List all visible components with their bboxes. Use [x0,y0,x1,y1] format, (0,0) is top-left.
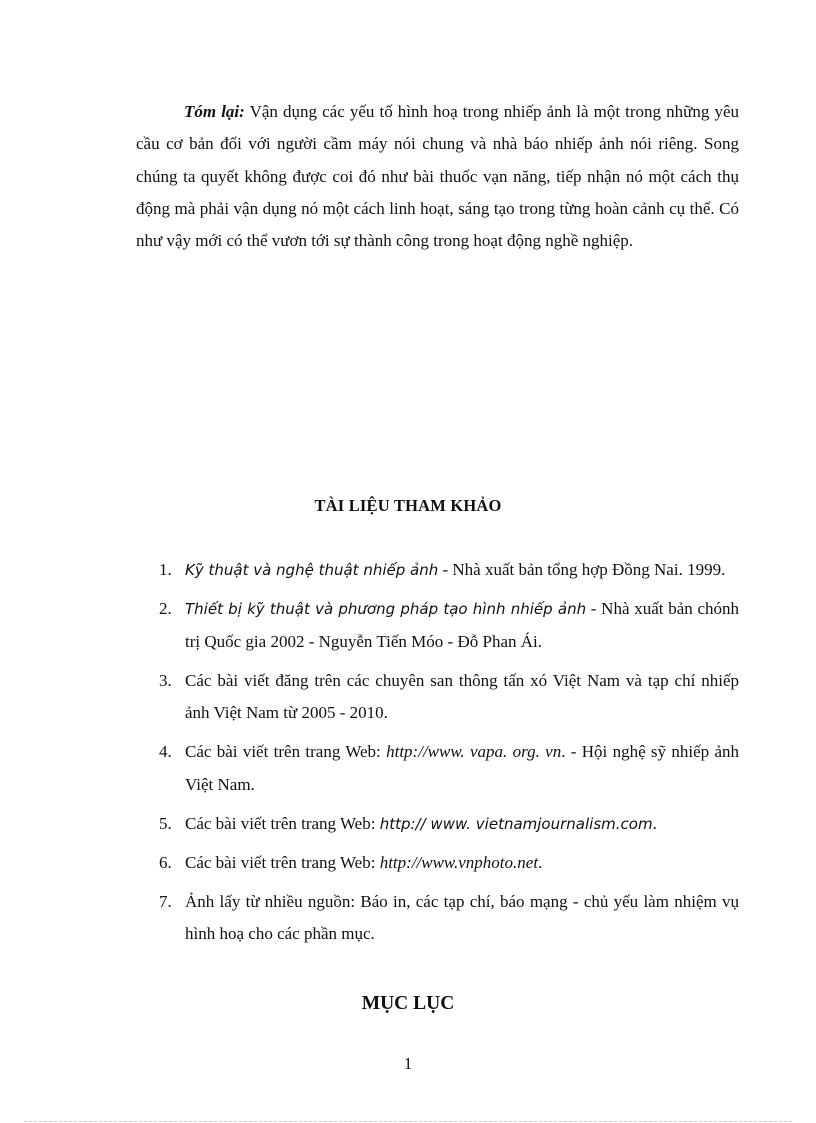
reference-text: Ảnh lấy từ nhiều nguồn: Báo in, các tạp chí, báo mạng - chủ yếu làm nhiệm vụ hình hoạ cho các phần mục. [185,891,739,943]
page-bottom-divider [24,1121,792,1122]
reference-title: Kỹ thuật và nghệ thuật nhiếp ảnh [185,561,439,579]
reference-item [150,665,739,730]
page-number: 1 [403,1054,413,1073]
reference-item [150,593,739,658]
reference-details: - Nhà xuất bản tổng hợp Đồng Nai. 1999. [438,560,726,579]
reference-number: 6. [159,852,172,872]
reference-title: Thiết bị kỹ thuật và phương pháp tạo hình nhiếp ảnh [185,600,587,618]
reference-link[interactable]: http://www.vnphoto.net [379,852,539,872]
references-list [150,554,739,957]
reference-text: Các bài viết đăng trên các chuyên san thông tấn xó Việt Nam và tạp chí nhiếp ảnh Việt Nam từ 2005 - 2010. [185,670,739,722]
reference-prefix: Các bài viết trên trang Web: [185,852,380,872]
reference-item [150,554,739,587]
references-title: TÀI LIỆU THAM KHẢO [314,496,502,515]
reference-prefix: Các bài viết trên trang Web: [185,742,387,761]
reference-link[interactable]: http://www. vapa. org. vn [386,742,562,761]
reference-suffix: . - Hội nghệ sỹ nhiếp ảnh Việt Nam. [185,742,739,794]
reference-number: 7. [159,891,172,911]
table-of-contents-title: MỤC LỤC [361,993,455,1014]
reference-number: 2. [159,599,172,618]
reference-prefix: Các bài viết trên trang Web: [185,813,380,833]
reference-link[interactable]: http:// www. vietnamjournalism.com [379,814,653,833]
reference-number: 1. [159,560,172,579]
reference-number: 5. [159,813,172,833]
reference-details: - Nhà xuất bản chónh trị Quốc gia 2002 - Nguyễn Tiến Móo - Đỗ Phan Ái. [185,599,739,651]
summary-text: Vận dụng các yếu tố hình hoạ trong nhiếp ảnh là một trong những yêu cầu cơ bản đối với người cầm máy nói chung và nhà báo nhiếp ảnh nói riêng. Song chúng ta quyết không được coi đó như bài thuốc vạn năng, tiếp nhận nó một cách thụ động mà phải vận dụng nó một cách linh hoạt, sáng tạo trong từng hoàn cảnh cụ thể. Có như vậy mới có thể vươn tới sự thành công trong hoạt động nghề nghiệp. [136,102,739,251]
reference-number: 4. [159,742,172,761]
reference-suffix: . [538,852,543,872]
reference-item [150,736,739,801]
summary-paragraph [136,96,739,257]
reference-item [150,886,739,951]
summary-lead: Tóm lại: [184,102,245,121]
reference-item [150,808,739,841]
reference-item [150,847,739,880]
reference-suffix: . [652,813,657,833]
reference-number: 3. [159,670,172,690]
